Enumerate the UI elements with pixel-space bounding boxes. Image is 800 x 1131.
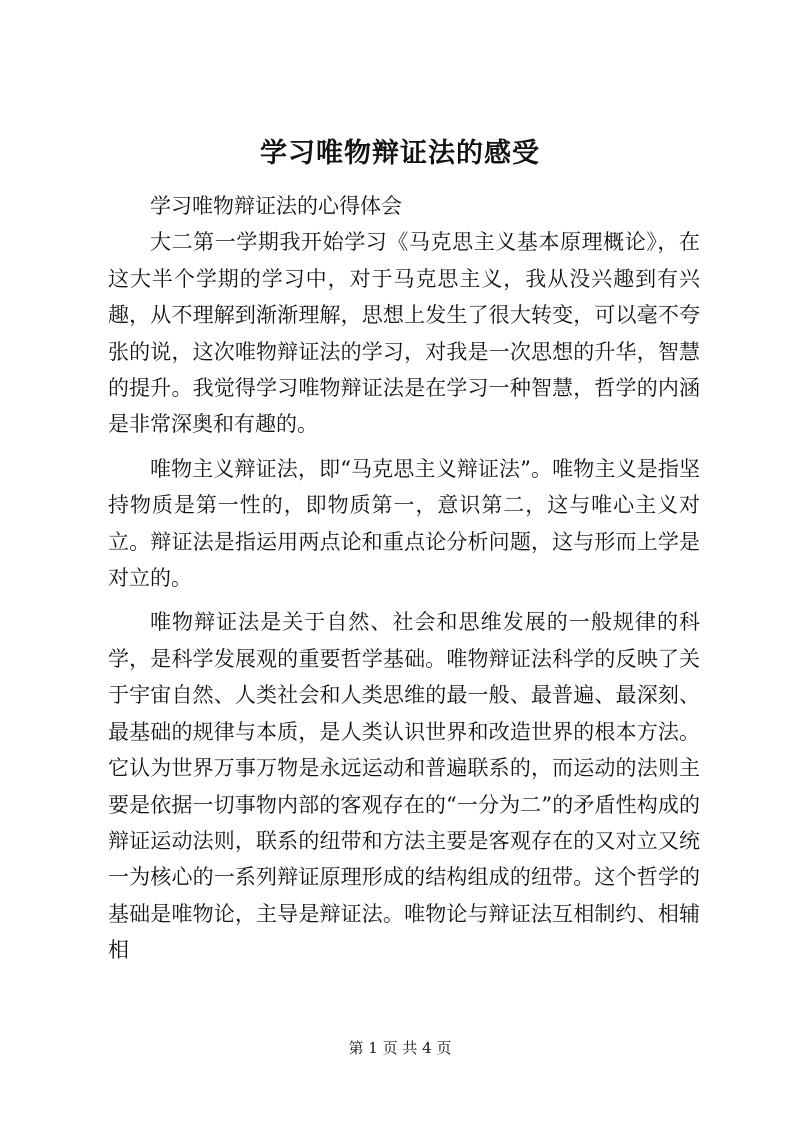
document-title: 学习唯物辩证法的感受 — [260, 138, 540, 169]
document-body — [108, 188, 700, 969]
paragraph-1: 大二第一学期我开始学习《马克思主义基本原理概论》，在这大半个学期的学习中，对于马克思主义，我从没兴趣到有兴趣，从不理解到渐渐理解，思想上发生了很大转变，可以毫不夸张的说，这次唯物辩证法的学习，对我是一次思想的升华，智慧的提升。我觉得学习唯物辩证法是在学习一种智慧，哲学的内涵是非常深奥和有趣的。 — [108, 230, 700, 437]
document-subtitle: 学习唯物辩证法的心得体会 — [150, 194, 402, 218]
page-footer: 第 1 页 共 4 页 — [348, 1039, 452, 1057]
paragraph-2: 唯物主义辩证法，即“马克思主义辩证法”。唯物主义是指坚持物质是第一性的，即物质第一，意识第二，这与唯心主义对立。辩证法是指运用两点论和重点论分析问题，这与形而上学是对立的。 — [108, 456, 700, 591]
paragraph-3: 唯物辩证法是关于自然、社会和思维发展的一般规律的科学，是科学发展观的重要哲学基础。唯物辩证法科学的反映了关于宇宙自然、人类社会和人类思维的最一般、最普遍、最深刻、最基础的规律与本质，是人类认识世界和改造世界的根本方法。它认为世界万事万物是永远运动和普遍联系的，而运动的法则主要是依据一切事物内部的客观存在的“一分为二”的矛盾性构成的辩证运动法则，联系的纽带和方法主要是客观存在的又对立又统一为核心的一系列辩证原理形成的结构组成的纽带。这个哲学的基础是唯物论，主导是辩证法。唯物论与辩证法互相制约、相辅相 — [108, 610, 700, 963]
